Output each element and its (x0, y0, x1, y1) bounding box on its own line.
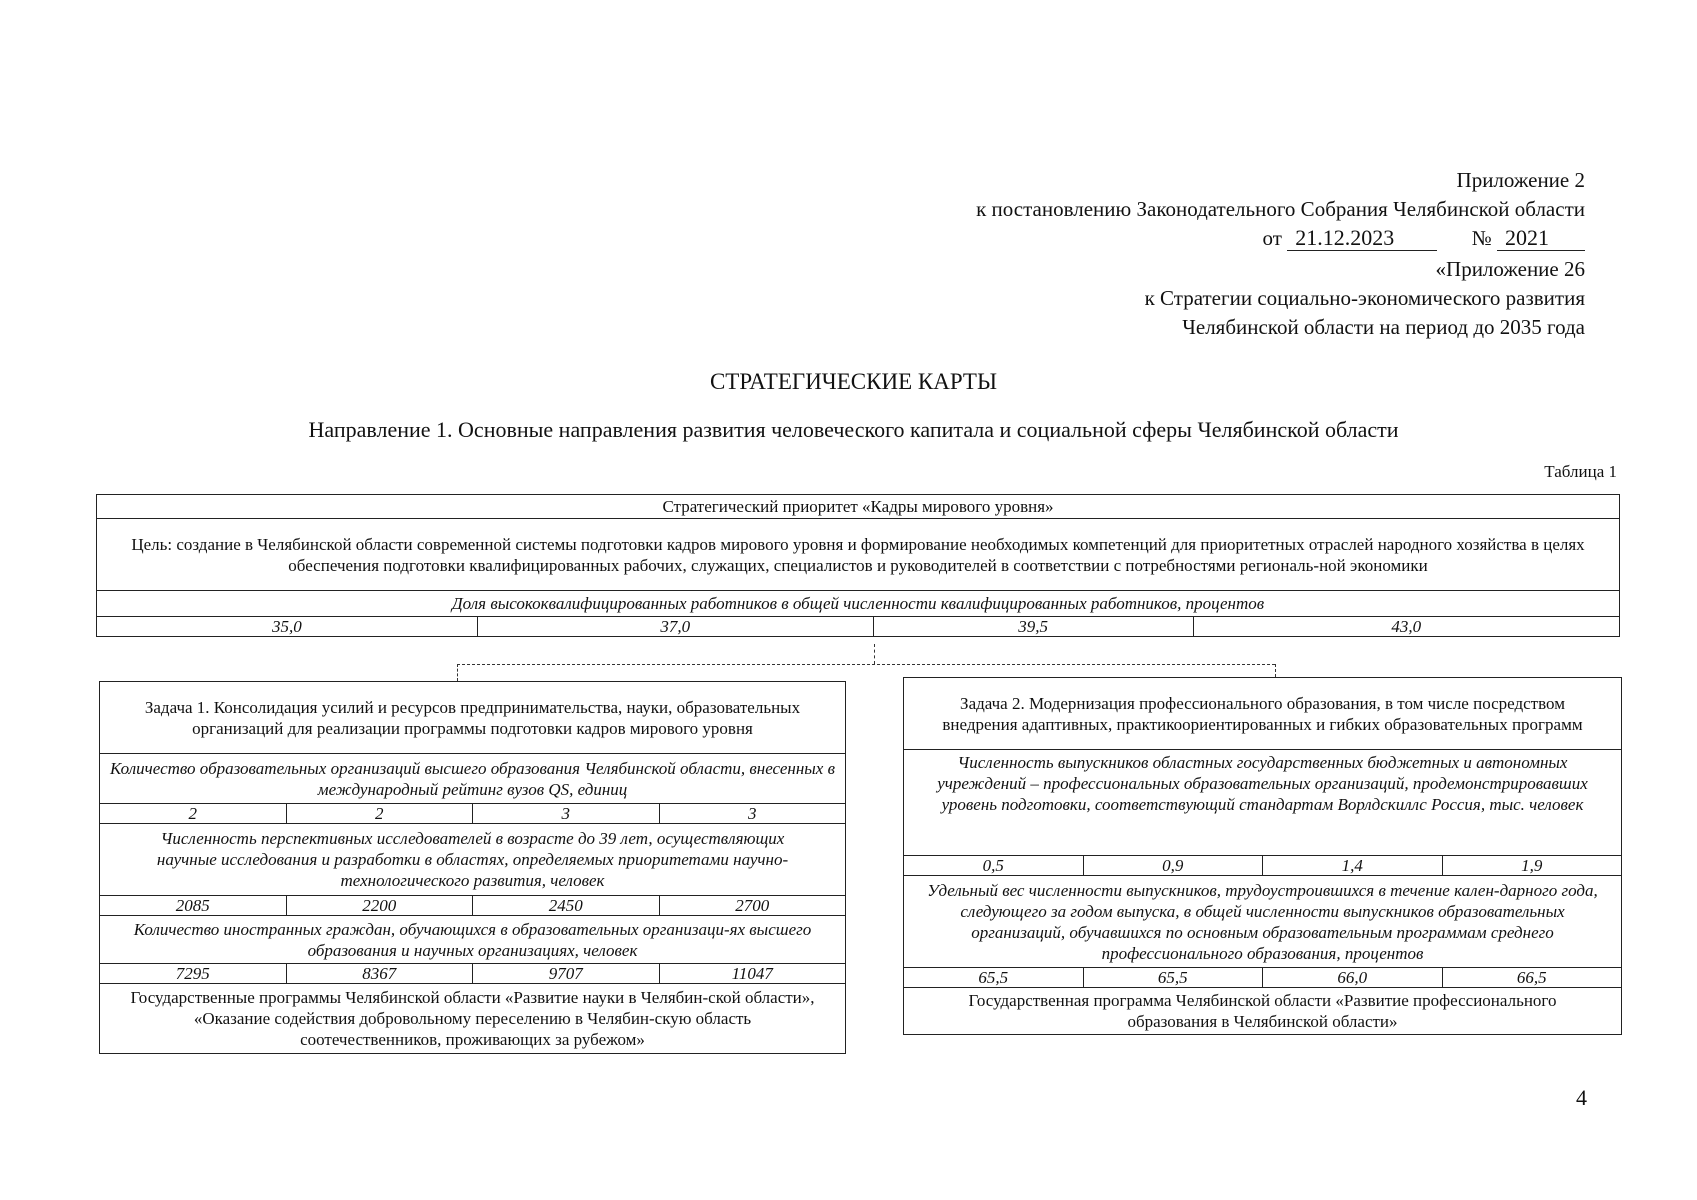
doc-title: СТРАТЕГИЧЕСКИЕ КАРТЫ (709, 369, 998, 394)
date-prefix: от (1262, 226, 1282, 250)
task2-value: 0,5 (904, 856, 1084, 876)
task2-value: 1,9 (1442, 856, 1622, 876)
appendix-header (976, 166, 1585, 253)
number-value: 2021 (1497, 226, 1585, 251)
task1-value: 2 (286, 804, 473, 824)
task2-table (903, 677, 1622, 1035)
priority-goal: Цель: создание в Челябинской области современной системы подготовки кадров мирового уровня и формирование необходимых компетенций для приоритетных отраслей народного хозяйства в целях обеспечения подготовки квалифицированных рабочих, служащих, специалистов и руководителей в соответствии с потребностями региональ-ной экономики (97, 519, 1620, 591)
priority-value: 43,0 (1193, 617, 1619, 637)
priority-title: Стратегический приоритет «Кадры мирового уровня» (97, 495, 1620, 519)
connector-bus (457, 664, 1275, 665)
priority-indicator: Доля высококвалифицированных работников в общей численности квалифицированных работников, процентов (97, 591, 1620, 617)
task2-value: 65,5 (904, 968, 1084, 988)
task1-value: 2700 (659, 896, 846, 916)
task2-indicator-1: Численность выпускников областных государственных бюджетных и автономных учреждений – профессиональных образовательных организаций, продемонстрировавших уровень подготовки, соответствующий стандартам Ворлдскиллс Россия, тыс. человек (904, 750, 1622, 856)
task2-indicator-2: Удельный вес численности выпускников, трудоустроившихся в течение кален-дарного года, следующего за годом выпуска, в общей численности выпускников образовательных организаций, обучавшихся по основным образовательным программам среднего профессионального образования, процентов (904, 876, 1622, 968)
priority-value: 39,5 (873, 617, 1193, 637)
strategy-line-2: Челябинской области на период до 2035 года (1182, 315, 1585, 339)
task1-value: 2085 (100, 896, 287, 916)
task2-value: 0,9 (1083, 856, 1263, 876)
task1-indicator-2: Численность перспективных исследователей в возрасте до 39 лет, осуществляющих научные исследования и разработки в областях, определяемых приоритетами научно-технологического развития, человек (100, 824, 846, 896)
task2-programs: Государственная программа Челябинской области «Развитие профессионального образования в Челябинской области» (904, 988, 1622, 1035)
strategy-header (1145, 255, 1585, 342)
table-label: Таблица 1 (1544, 462, 1617, 481)
date-value: 21.12.2023 (1287, 226, 1437, 251)
number-prefix: № (1471, 226, 1492, 250)
task1-value: 2450 (473, 896, 660, 916)
date-number-line (976, 224, 1585, 253)
direction-title: Направление 1. Основные направления развития человеческого капитала и социальной сферы Челябинской области (308, 417, 1399, 442)
task2-value: 1,4 (1263, 856, 1443, 876)
priority-value: 37,0 (477, 617, 873, 637)
priority-table (96, 494, 1620, 637)
appendix26-line: «Приложение 26 (1435, 257, 1585, 281)
task1-value: 9707 (473, 964, 660, 984)
task2-value: 65,5 (1083, 968, 1263, 988)
task2-title: Задача 2. Модернизация профессионального образования, в том числе посредством внедрения адаптивных, практикоориентированных и гибких образовательных программ (904, 678, 1622, 750)
task1-indicator-1: Количество образовательных организаций высшего образования Челябинской области, внесенных в международный рейтинг вузов QS, единиц (100, 754, 846, 804)
task1-value: 8367 (286, 964, 473, 984)
task1-programs: Государственные программы Челябинской области «Развитие науки в Челябин-ской области», «Оказание содействия добровольному переселению в Челябин-скую область соотечественников, проживающих за рубежом» (100, 984, 846, 1054)
task2-value: 66,5 (1442, 968, 1622, 988)
task1-value: 2 (100, 804, 287, 824)
task1-indicator-3: Количество иностранных граждан, обучающихся в образовательных организаци-ях высшего образования и научных организациях, человек (100, 916, 846, 964)
task1-value: 3 (659, 804, 846, 824)
task1-value: 7295 (100, 964, 287, 984)
task1-table (99, 681, 846, 1054)
connector-task1 (457, 664, 458, 681)
task2-value: 66,0 (1263, 968, 1443, 988)
task1-value: 2200 (286, 896, 473, 916)
connector-task2 (1275, 664, 1276, 677)
resolution-line: к постановлению Законодательного Собрания Челябинской области (976, 197, 1585, 221)
task1-title: Задача 1. Консолидация усилий и ресурсов предпринимательства, науки, образовательных организаций для реализации программы подготовки кадров мирового уровня (100, 682, 846, 754)
appendix-line: Приложение 2 (1456, 168, 1585, 192)
task1-value: 3 (473, 804, 660, 824)
task1-value: 11047 (659, 964, 846, 984)
connector-trunk (874, 644, 875, 664)
priority-value: 35,0 (97, 617, 478, 637)
strategy-line-1: к Стратегии социально-экономического развития (1144, 286, 1585, 310)
page-number: 4 (1576, 1085, 1587, 1110)
